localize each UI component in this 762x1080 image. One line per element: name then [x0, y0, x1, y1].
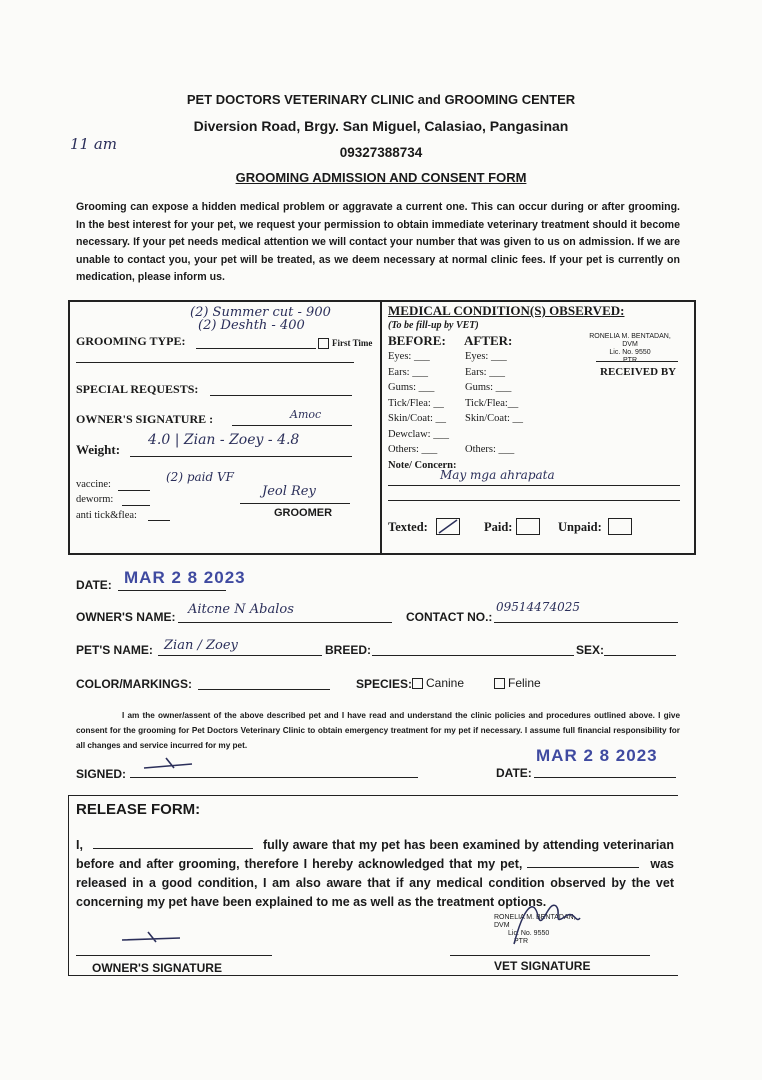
owner-name-label: OWNER'S NAME:	[76, 610, 176, 624]
release-name-blank	[93, 848, 253, 849]
vet-signature-mark	[504, 896, 584, 950]
vet-sig-line	[450, 955, 650, 956]
texted-label: Texted:	[388, 520, 428, 534]
feline-checkbox[interactable]	[494, 678, 505, 689]
stamp-name: RONELIA M. BENTADAN, DVM	[589, 333, 671, 348]
grooming-type-line	[196, 348, 316, 349]
paid-checkbox[interactable]	[516, 518, 540, 535]
after-row-4: Skin/Coat: __	[465, 413, 524, 424]
vaccine-value: (2) paid VF	[166, 470, 234, 484]
owner-signature-label: OWNER'S SIGNATURE :	[76, 412, 214, 426]
owner-signature-line	[232, 425, 352, 426]
note-line-1	[388, 485, 680, 486]
paid-label: Paid:	[484, 520, 513, 534]
received-line	[596, 361, 678, 362]
vet-sig-label: VET SIGNATURE	[494, 959, 591, 973]
feline-label: Feline	[508, 676, 541, 690]
margin-time-note: 11 am	[70, 135, 118, 153]
vaccine-label: vaccine:	[76, 479, 111, 490]
feline-option[interactable]	[494, 676, 541, 690]
color-line	[198, 689, 330, 690]
date-label: DATE:	[76, 578, 112, 592]
release-text-1: fully aware that my pet has been examined by attending veterinarian before and after grooming, therefore I hereby acknowledged that my pet,	[76, 838, 674, 871]
deworm-line	[122, 505, 150, 506]
sex-label: SEX:	[576, 643, 605, 657]
owner-signature-value: Amoc	[290, 408, 322, 421]
form-title: GROOMING ADMISSION AND CONSENT FORM	[235, 170, 527, 185]
release-paragraph	[76, 836, 674, 912]
signed-date-label: DATE:	[496, 766, 532, 780]
pet-name-label: PET'S NAME:	[76, 643, 153, 657]
stamp-lic: Lic. No. 9550	[609, 349, 651, 356]
sex-line	[604, 655, 676, 656]
first-time-checkbox[interactable]	[318, 338, 329, 349]
release-text-2: was released in a good condition, I am also aware that if any medical condition observed by the vet concerning my pet have been explained to me as well as the treatment options.	[76, 857, 674, 909]
after-row-0: Eyes: ___	[465, 351, 507, 362]
note-line-2	[388, 500, 680, 501]
owner-name-line	[178, 622, 392, 623]
special-requests-line	[210, 395, 352, 396]
unpaid-checkbox[interactable]	[608, 518, 632, 535]
owner-sig-label: OWNER'S SIGNATURE	[92, 961, 222, 975]
clinic-name: PET DOCTORS VETERINARY CLINIC and GROOMING CENTER	[186, 92, 576, 107]
canine-checkbox[interactable]	[412, 678, 423, 689]
stamp-lic-bottom: Lic. No. 9550	[508, 930, 550, 937]
clinic-address: Diversion Road, Brgy. San Miguel, Calasiao, Pangasinan	[193, 118, 569, 134]
anti-tick-label: anti tick&flea:	[76, 510, 137, 521]
groomer-line	[240, 503, 350, 504]
medical-title: MEDICAL CONDITION(S) OBSERVED:	[388, 303, 625, 318]
release-left-border	[68, 795, 69, 975]
before-row-5: Dewclaw: ___	[388, 428, 449, 440]
grooming-extra-line	[76, 362, 354, 363]
grooming-type-value-1: (2) Summer cut - 900	[190, 305, 331, 320]
signed-label: SIGNED:	[76, 767, 127, 781]
weight-value: 4.0 | Zian - Zoey - 4.8	[148, 432, 300, 448]
contact-value: 09514474025	[496, 600, 580, 614]
after-row-3: Tick/Flea:__	[465, 397, 519, 409]
before-row-0: Eyes: ___	[388, 351, 430, 362]
after-row-2: Gums: ___	[465, 382, 512, 393]
special-requests-label: SPECIAL REQUESTS:	[76, 382, 199, 396]
before-row-2: Gums: ___	[388, 382, 435, 393]
anti-tick-line	[148, 520, 170, 521]
pet-name-value: Zian / Zoey	[164, 638, 238, 653]
after-row-6: Others: ___	[465, 444, 515, 455]
before-label: BEFORE:	[388, 333, 446, 348]
deworm-label: deworm:	[76, 494, 114, 505]
vaccine-line	[118, 490, 150, 491]
release-owner-signature-mark	[118, 930, 188, 950]
received-by-label: RECEIVED BY	[600, 366, 677, 378]
stamp-ptr: PTR	[623, 357, 637, 364]
signed-line	[130, 777, 418, 778]
groomer-label: GROOMER	[274, 507, 333, 519]
intro-paragraph: Grooming can expose a hidden medical problem or aggravate a current one. This can occur during or after grooming. In the best interest for your pet, we request your permission to obtain immediate veterinary treatment should it become necessary. If your pet needs medical attention we will contact your number that was given to us on admission. If we are unable to contact you, your pet will be treated, as we deem necessary at normal clinic fees. If your pet is currently on medication, please inform us.	[76, 201, 680, 284]
pet-name-line	[158, 655, 322, 656]
after-row-1: Ears: ___	[465, 366, 505, 378]
owner-name-value: Aitcne N Abalos	[188, 602, 294, 617]
clinic-phone: 09327388734	[339, 145, 423, 160]
color-label: COLOR/MARKINGS:	[76, 677, 192, 691]
texted-checkbox[interactable]	[436, 518, 460, 535]
grooming-type-value-2: (2) Deshth - 400	[198, 318, 305, 333]
release-bottom-line	[68, 975, 678, 976]
contact-label: CONTACT NO.:	[406, 610, 493, 624]
signed-date-line	[534, 777, 676, 778]
date-line	[118, 590, 226, 591]
stamp-ptr-bottom: PTR	[514, 938, 528, 945]
groomer-signature: Jeol Rey	[262, 484, 316, 499]
release-i: I,	[76, 838, 83, 852]
note-value: May mga ahrapata	[440, 468, 555, 482]
consent-paragraph: I am the owner/assent of the above described pet and I have read and understand the clinic policies and procedures outlined above. I give consent for the grooming for Pet Doctors Veterinary Clinic to obtain emergency treatment for my pet if necessary. I assume full financial responsibility for all changes and service incurred for my pet.	[76, 711, 680, 750]
check-mark-icon	[437, 519, 459, 534]
breed-line	[372, 655, 574, 656]
before-row-6: Others: ___	[388, 444, 438, 455]
first-time-label: First Time	[332, 338, 373, 348]
medical-subtitle: (To be fill-up by VET)	[388, 320, 479, 331]
release-title: RELEASE FORM:	[76, 801, 201, 818]
contact-line	[494, 622, 678, 623]
unpaid-label: Unpaid:	[558, 520, 602, 534]
date-stamp: MAR 2 8 2023	[124, 568, 246, 587]
after-label: AFTER:	[464, 333, 513, 348]
stamp-name-bottom: RONELIA M. BENTADAN, DVM	[494, 914, 576, 929]
weight-line	[130, 456, 352, 457]
weight-label: Weight:	[76, 442, 121, 457]
grooming-type-label: GROOMING TYPE:	[76, 334, 186, 348]
release-top-line	[68, 795, 678, 796]
canine-label: Canine	[426, 676, 465, 690]
box-divider	[380, 300, 382, 553]
before-row-4: Skin/Coat: __	[388, 413, 447, 424]
species-label: SPECIES:	[356, 677, 413, 691]
canine-option[interactable]	[412, 676, 464, 690]
first-time-option[interactable]	[318, 338, 372, 349]
breed-label: BREED:	[325, 643, 372, 657]
owner-signature-mark	[140, 756, 200, 776]
before-row-3: Tick/Flea: __	[388, 397, 444, 409]
release-pet-blank	[527, 867, 639, 868]
signed-date-stamp: MAR 2 8 2023	[536, 746, 658, 765]
owner-sig-line	[76, 955, 272, 956]
note-label: Note/ Concern:	[388, 460, 457, 471]
before-row-1: Ears: ___	[388, 366, 428, 378]
